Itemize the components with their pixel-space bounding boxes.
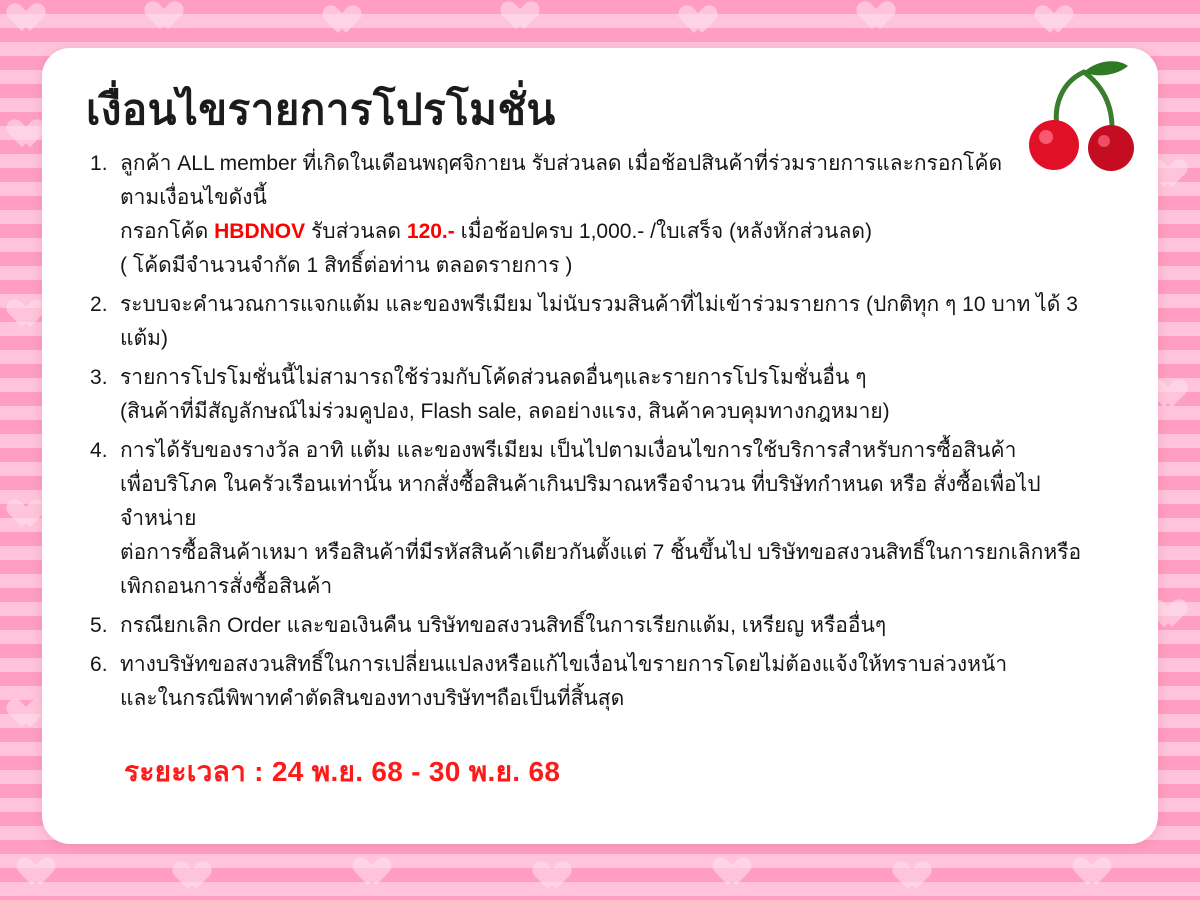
heart-icon [686,6,720,40]
heart-icon [1156,600,1190,634]
term-text: ทางบริษัทขอสงวนสิทธิ์ในการเปลี่ยนแปลงหรือแก้ไขเงื่อนไขรายการโดยไม่ต้องแจ้งให้ทราบล่วงหน้า [120,652,1008,676]
code-line-after: เมื่อช้อปครบ 1,000.- /ใบเสร็จ (หลังหักส่วนลด) [454,219,872,243]
term-subline: ตามเงื่อนไขดังนี้ [120,185,267,209]
heart-icon [24,858,58,892]
term-text: กรณียกเลิก Order และขอเงินคืน บริษัทขอสงวนสิทธิ์ในการเรียกแต้ม, เหรียญ หรืออื่นๆ [120,613,887,637]
term-subline: ต่อการซื้อสินค้าเหมา หรือสินค้าที่มีรหัสสินค้าเดียวกันตั้งแต่ 7 ชิ้นขึ้นไป บริษัทขอสงวนสิทธิ์ในการยกเลิกหรือ [120,540,1082,564]
term-subline: และในกรณีพิพาทคำตัดสินของทางบริษัทฯถือเป็นที่สิ้นสุด [120,686,625,710]
list-item [86,609,1114,643]
heart-icon [720,858,754,892]
list-item [86,361,1114,429]
term-subline: เพิกถอนการสั่งซื้อสินค้า [120,574,333,598]
heart-icon [1042,6,1076,40]
heart-icon [330,6,364,40]
term-text: การได้รับของรางวัล อาทิ แต้ม และของพรีเมียม เป็นไปตามเงื่อนไขการใช้บริการสำหรับการซื้อสินค้า [120,438,1017,462]
heart-icon [152,2,186,36]
heart-icon [180,862,214,896]
page-title: เงื่อนไขรายการโปรโมชั่น [86,86,556,133]
heart-icon [864,2,898,36]
heart-icon [540,862,574,896]
heart-icon [508,2,542,36]
term-text: ระบบจะคำนวณการแจกแต้ม และของพรีเมียม ไม่นับรวมสินค้าที่ไม่เข้าร่วมรายการ (ปกติทุก ๆ 10 บาท ได้ 3 แต้ม) [120,292,1078,350]
promo-code: HBDNOV [214,219,306,243]
list-item [86,648,1114,716]
terms-list [86,147,1114,716]
term-subline: ( โค้ดมีจำนวนจำกัด 1 สิทธิ์ต่อท่าน ตลอดรายการ ) [120,253,573,277]
heart-icon [900,862,934,896]
list-item [86,288,1114,356]
heart-icon [1156,380,1190,414]
term-text: ลูกค้า ALL member ที่เกิดในเดือนพฤศจิกายน รับส่วนลด เมื่อช้อปสินค้าที่ร่วมรายการและกรอกโค้ด [120,151,1003,175]
promotion-period: ระยะเวลา : 24 พ.ย. 68 - 30 พ.ย. 68 [124,755,561,787]
list-item [86,434,1114,604]
term-subline: (สินค้าที่มีสัญลักษณ์ไม่ร่วมคูปอง, Flash sale, ลดอย่างแรง, สินค้าควบคุมทางกฎหมาย) [120,399,890,423]
term-text: รายการโปรโมชั่นนี้ไม่สามารถใช้ร่วมกับโค้ดส่วนลดอื่นๆและรายการโปรโมชั่นอื่น ๆ [120,365,867,389]
term-code-line [120,215,1114,249]
heart-icon [1156,160,1190,194]
terms-card [42,48,1158,844]
list-item [86,147,1114,283]
discount-amount: 120.- [406,219,455,243]
heart-icon [14,4,48,38]
term-subline: เพื่อบริโภค ในครัวเรือนเท่านั้น หากสั่งซื้อสินค้าเกินปริมาณหรือจำนวน ที่บริษัทกำหนด หรือ สั่งซื้อเพื่อไปจำหน่าย [120,472,1041,530]
heart-icon [1080,858,1114,892]
code-line-before: กรอกโค้ด [120,219,215,243]
heart-icon [360,858,394,892]
code-line-middle: รับส่วนลด [305,219,407,243]
